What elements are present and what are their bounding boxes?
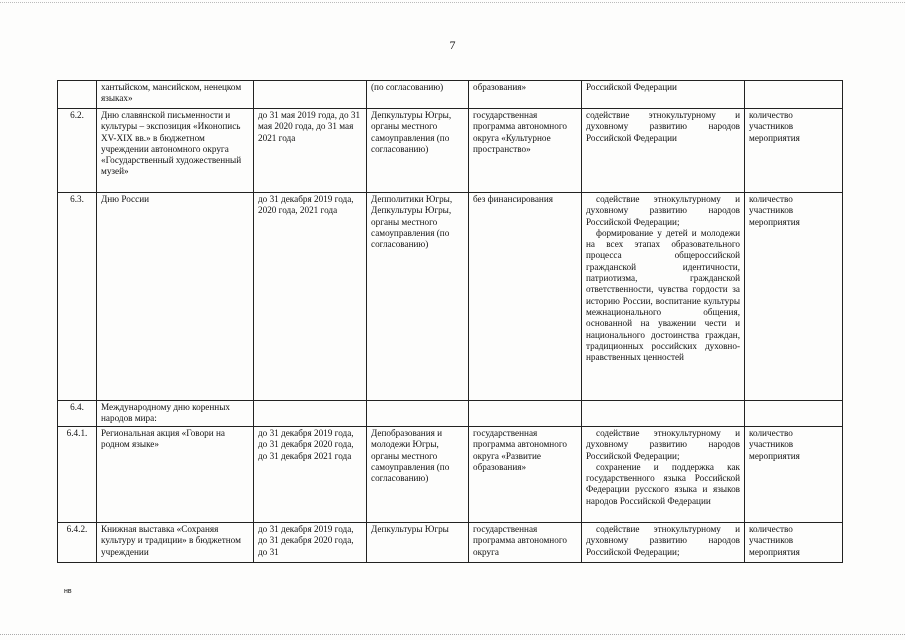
page-number: 7 — [449, 38, 456, 52]
indicator-cell: количество участников мероприятия — [745, 427, 843, 523]
row-number: 6.2. — [58, 109, 97, 193]
row-number — [58, 81, 97, 109]
funding-cell: образования» — [469, 81, 582, 109]
funding-cell: государственная программа автономного округа — [469, 523, 582, 563]
table-row — [58, 193, 843, 401]
result-cell — [582, 523, 745, 563]
indicator-cell — [745, 81, 843, 109]
executor-cell: Депполитики Югры, Депкультуры Югры, органы местного самоуправления (по согласованию) — [367, 193, 469, 401]
result-paragraph: содействие этнокультурному и духовному развитию народов Российской Федерации; — [586, 428, 740, 461]
row-number: 6.3. — [58, 193, 97, 401]
executor-cell: (по согласованию) — [367, 81, 469, 109]
table-row — [58, 523, 843, 563]
table-row — [58, 81, 843, 109]
result-cell — [582, 193, 745, 401]
funding-cell — [469, 401, 582, 427]
deadline-cell: до 31 декабря 2019 года, 2020 года, 2021 года — [254, 193, 367, 401]
event-cell: хантыйском, мансийском, ненецком языках» — [97, 81, 254, 109]
deadline-cell: до 31 декабря 2019 года, до 31 декабря 2020 года, до 31 — [254, 523, 367, 563]
executor-cell: Депкультуры Югры — [367, 523, 469, 563]
scan-bottom-edge — [0, 634, 905, 635]
row-number: 6.4. — [58, 401, 97, 427]
table-row — [58, 401, 843, 427]
result-paragraph: содействие этнокультурному и духовному развитию народов Российской Федерации; — [586, 194, 740, 227]
result-cell: содействие этнокультурному и духовному развитию народов Российской Федерации — [582, 109, 745, 193]
event-cell: Дню России — [97, 193, 254, 401]
result-paragraph: формирование у детей и молодежи на всех этапах образовательного процесса общероссийской гражданской идентичности, патриотизма, гражданской ответственности, чувства гордости за историю России, воспитание культуры межнационального общения, основанной на уважении чести и национального достоинства граждан, традиционных российских духовно-нравственных ценностей — [586, 227, 740, 363]
row-number: 6.4.1. — [58, 427, 97, 523]
deadline-cell: до 31 декабря 2019 года, до 31 декабря 2020 года, до 31 декабря 2021 года — [254, 427, 367, 523]
events-plan-table — [57, 80, 843, 563]
indicator-cell: количество участников мероприятия — [745, 523, 843, 563]
result-cell: Российской Федерации — [582, 81, 745, 109]
indicator-cell: количество участников мероприятия — [745, 193, 843, 401]
executor-cell — [367, 401, 469, 427]
deadline-cell — [254, 401, 367, 427]
event-cell: Книжная выставка «Сохраняя культуру и традиции» в бюджетном учреждении — [97, 523, 254, 563]
deadline-cell — [254, 81, 367, 109]
deadline-cell: до 31 мая 2019 года, до 31 мая 2020 года, до 31 мая 2021 года — [254, 109, 367, 193]
result-cell — [582, 401, 745, 427]
funding-cell: государственная программа автономного округа «Культурное пространство» — [469, 109, 582, 193]
footer-mark: нв — [64, 588, 72, 595]
result-paragraph: сохранение и поддержка как государственного языка Российской Федерации русского языка и языков народов Российской Федерации — [586, 461, 740, 506]
funding-cell: государственная программа автономного округа «Развитие образования» — [469, 427, 582, 523]
scan-top-edge — [0, 2, 905, 3]
indicator-cell: количество участников мероприятия — [745, 109, 843, 193]
table-row — [58, 109, 843, 193]
executor-cell: Депобразования и молодежи Югры, органы местного самоуправления (по согласованию) — [367, 427, 469, 523]
indicator-cell — [745, 401, 843, 427]
funding-cell: без финансирования — [469, 193, 582, 401]
executor-cell: Депкультуры Югры, органы местного самоуправления (по согласованию) — [367, 109, 469, 193]
event-cell: Международному дню коренных народов мира: — [97, 401, 254, 427]
result-cell — [582, 427, 745, 523]
result-paragraph: содействие этнокультурному и духовному развитию народов Российской Федерации; — [586, 524, 740, 557]
event-cell: Дню славянской письменности и культуры – экспозиция «Иконопись XV-XIX вв.» в бюджетном учреждении автономного округа «Государственный художественный музей» — [97, 109, 254, 193]
event-cell: Региональная акция «Говори на родном языке» — [97, 427, 254, 523]
row-number: 6.4.2. — [58, 523, 97, 563]
table-row — [58, 427, 843, 523]
